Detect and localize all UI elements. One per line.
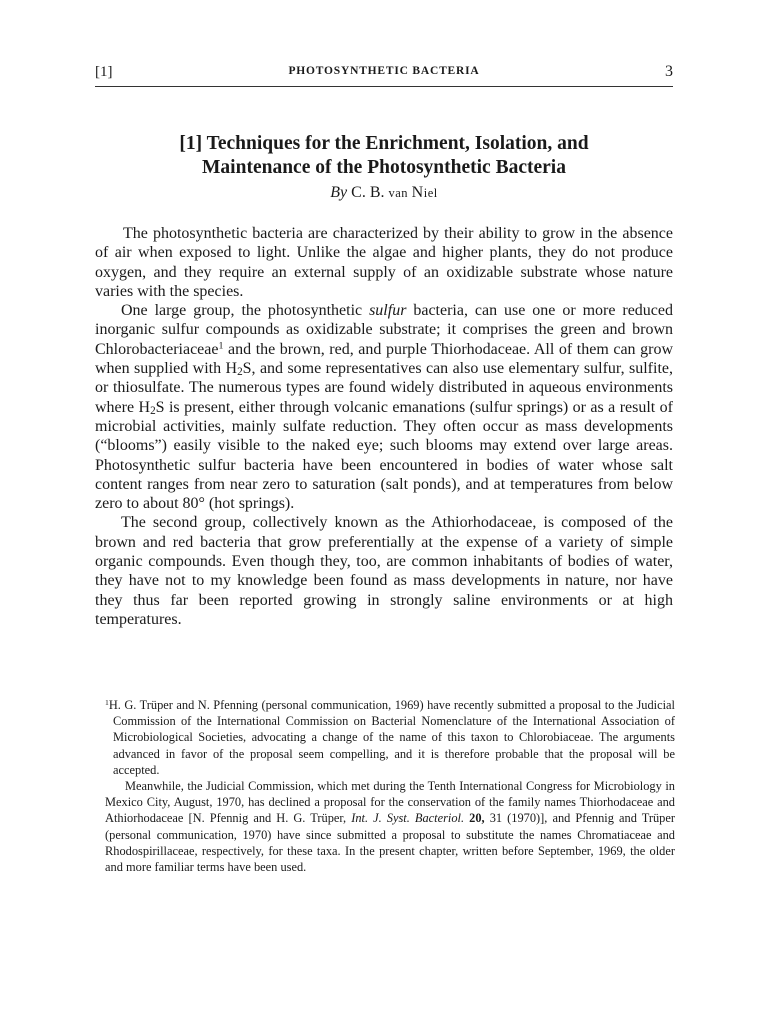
paragraph-2 bbox=[95, 301, 673, 513]
chapter-title-line-2: Maintenance of the Photosynthetic Bacteria bbox=[202, 157, 566, 178]
running-title: PHOTOSYNTHETIC BACTERIA bbox=[288, 65, 480, 77]
author-surname-cap: N bbox=[411, 184, 424, 201]
paragraph-3: The second group, collectively known as the Athiorhodaceae, is composed of the brown and red bacteria that grow preferentially at the expense of a variety of simple organic compounds. Even though they, too, are common inhabitants of bodies of water, they have not to my knowledge been found as mass developments in nature, nor have they thus far been reported growing in strongly saline environments or at high temperatures. bbox=[95, 514, 673, 628]
p2-subscript-1: 2 bbox=[237, 366, 243, 379]
footnotes bbox=[105, 697, 675, 875]
footnote-2-volume: 20, bbox=[469, 811, 485, 826]
body-text bbox=[95, 224, 673, 629]
page-number: 3 bbox=[665, 63, 673, 80]
footnote-ref-1[interactable]: 1 bbox=[218, 340, 224, 352]
footnote-1 bbox=[105, 697, 675, 778]
p2-sulfur-italic: sulfur bbox=[369, 302, 407, 320]
author-surname-van: van bbox=[388, 186, 409, 200]
chapter-title bbox=[95, 132, 673, 180]
section-number: [1] bbox=[95, 64, 113, 80]
footnote-1-marker: 1 bbox=[105, 697, 109, 707]
footnote-1-continued bbox=[105, 778, 675, 875]
p2-part-a: One large group, the photosynthetic bbox=[121, 302, 370, 320]
chapter-title-line-1: [1] Techniques for the Enrichment, Isolation, and bbox=[179, 133, 589, 154]
p2-part-e: S is present, either through volcanic emanations (sulfur springs) or as a result of microbial activities, mainly sulfate reduction. They often occur as mass developments (“blooms”) easily visible to the naked eye; such blooms may extend over large areas. Photosynthetic sulfur bacteria have been encountered in bodies of water whose salt content ranges from near zero to saturation (salt ponds), and at temperatures from below zero to about 80° (hot springs). bbox=[95, 398, 674, 513]
p2-part-b: bacteria, can use one or more reduced inorganic sulfur compounds as oxidizable substrate; it comprises the green and brown Chlorobacteriaceae bbox=[95, 302, 674, 358]
byline bbox=[95, 184, 673, 202]
footnote-2-journal: Int. J. Syst. Bacteriol. bbox=[351, 811, 465, 826]
paragraph-1: The photosynthetic bacteria are characterized by their ability to grow in the absence of air when exposed to light. Unlike the algae and higher plants, they do not produce oxygen, and they require an external supply of an oxidizable substrate whose nature varies with the species. bbox=[95, 225, 673, 300]
footnote-2-part-b: 31 (1970)], and Pfennig and Trüper (personal communication, 1970) have since submitted a proposal to substitute the names Chromatiaceae and Rhodospirillaceae, respectively, for these taxa. In the present chapter, written before September, 1969, the older and more familiar terms have been used. bbox=[105, 811, 675, 875]
footnote-2-part-a: Meanwhile, the Judicial Commission, which met during the Tenth International Congress for Microbiology in Mexico City, August, 1970, has declined a proposal for the conservation of the family names Thiorhodaceae and Athiorhodaceae [N. Pfennig and H. G. Trüper, bbox=[105, 779, 675, 826]
running-head bbox=[95, 64, 673, 87]
author-initials: C. B. bbox=[351, 184, 385, 201]
p2-part-c: and the brown, red, and purple Thiorhodaceae. All of them can grow when supplied with H bbox=[95, 340, 673, 378]
author-surname-rest: iel bbox=[423, 186, 438, 200]
byline-by: By bbox=[330, 184, 348, 201]
footnote-1-text: H. G. Trüper and N. Pfenning (personal communication, 1969) have recently submitted a proposal to the Judicial Commission of the International Commission on Bacterial Nomenclature of the International Association of Microbiological Societies, advocating a change of the name of this taxon to Chlorobiaceae. The arguments advanced in favor of the proposal seem compelling, and it is therefore probable that the proposal will be accepted. bbox=[108, 698, 675, 777]
p2-subscript-2: 2 bbox=[150, 404, 156, 417]
p2-part-d: S, and some representatives can also use elementary sulfur, sulfite, or thiosulfate. The numerous types are found widely distributed in aqueous environments where H bbox=[95, 360, 673, 416]
author-surname bbox=[388, 186, 437, 200]
